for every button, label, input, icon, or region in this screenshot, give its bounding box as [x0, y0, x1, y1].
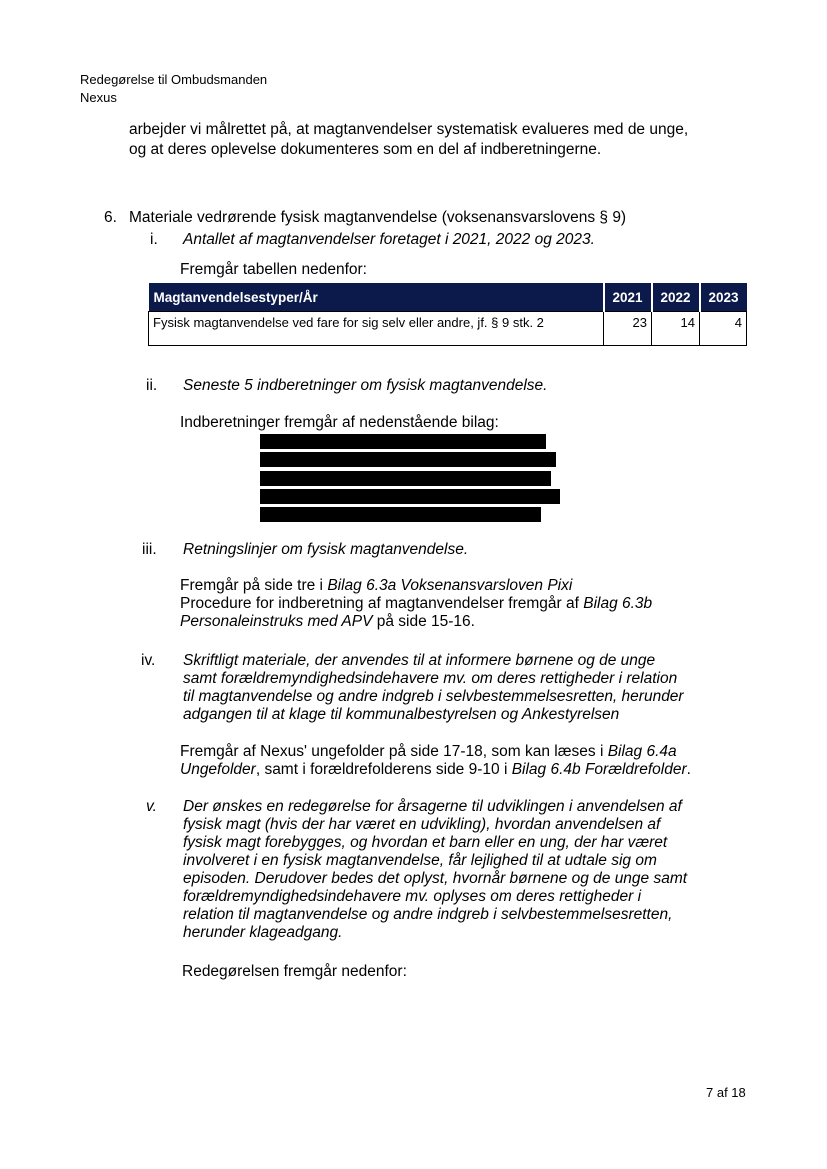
redaction-bar: [260, 452, 556, 467]
heading-line: Skriftligt materiale, der anvendes til at informere børnene og de unge: [183, 652, 656, 669]
attachment-reference: Bilag 6.4b Forældrefolder: [511, 761, 687, 778]
attachment-reference: Bilag 6.3b: [583, 595, 653, 612]
intro-line: arbejder vi målrettet på, at magtanvendelser systematisk evalueres med de unge,: [129, 121, 689, 138]
item-heading: Antallet af magtanvendelser foretaget i 2021, 2022 og 2023.: [183, 231, 595, 248]
table-header-cell: Magtanvendelsestyper/År: [149, 283, 604, 312]
attachment-reference: Personaleinstruks med APV: [180, 613, 373, 630]
item-numeral: iii.: [142, 541, 157, 558]
attachment-reference: Bilag 6.4a: [607, 743, 677, 760]
item-text: Fremgår tabellen nedenfor:: [180, 261, 367, 278]
item-numeral: i.: [150, 231, 158, 248]
header-subtitle: Nexus: [80, 90, 117, 105]
intro-line: og at deres oplevelse dokumenteres som en del af indberetningerne.: [129, 141, 602, 158]
heading-line: fysisk magt forebygges, og hvordan et barn eller en ung, der har været: [183, 834, 668, 851]
heading-line: til magtanvendelse og andre indgreb i selvbestemmelsesretten, herunder: [183, 688, 684, 705]
item-heading: Seneste 5 indberetninger om fysisk magtanvendelse.: [183, 377, 548, 394]
table-header-cell: 2023: [700, 283, 747, 312]
heading-line: fysisk magt (hvis der har været en udvikling), hvordan anvendelsen af: [183, 816, 661, 833]
item-text: Redegørelsen fremgår nedenfor:: [182, 963, 407, 980]
header-title: Redegørelse til Ombudsmanden: [80, 72, 268, 87]
item-numeral: iv.: [141, 652, 156, 669]
heading-line: adgangen til at klage til kommunalbestyrelsen og Ankestyrelsen: [183, 706, 620, 723]
attachment-reference: Ungefolder: [180, 761, 256, 778]
redaction-bar: [260, 489, 560, 504]
table-header-cell: 2022: [652, 283, 700, 312]
magtanvendelse-table: [148, 283, 747, 346]
document-header: [80, 71, 267, 107]
redaction-bar: [260, 471, 551, 486]
heading-line: Der ønskes en redegørelse for årsagerne til udviklingen i anvendelsen af: [183, 798, 682, 815]
table-cell: 4: [700, 312, 747, 346]
table-header-row: [149, 283, 747, 312]
section-number: 6.: [104, 209, 117, 226]
attachment-reference: Bilag 6.3a Voksenansvarsloven Pixi: [327, 577, 573, 594]
table-header-cell: 2021: [604, 283, 652, 312]
item-heading: Retningslinjer om fysisk magtanvendelse.: [183, 541, 469, 558]
table-cell: 14: [652, 312, 700, 346]
item-text: Indberetninger fremgår af nedenstående bilag:: [180, 414, 499, 431]
heading-line: relation til magtanvendelse og andre indgreb i selvbestemmelsesretten,: [183, 906, 673, 923]
item-heading: [183, 798, 687, 942]
section-title: Materiale vedrørende fysisk magtanvendelse (voksenansvarslovens § 9): [129, 209, 627, 226]
page-number: 7 af 18: [706, 1085, 746, 1100]
intro-paragraph: [129, 120, 688, 160]
item-numeral: ii.: [146, 377, 158, 394]
redaction-bar: [260, 507, 541, 522]
item-numeral: v.: [146, 798, 157, 815]
text-span: , samt i forældrefolderens side 9-10 i: [255, 761, 512, 778]
text-span: Fremgår på side tre i: [180, 577, 328, 594]
heading-line: forældremyndighedsindehavere mv. oplyses om deres rettigheder i: [183, 888, 642, 905]
text-span: på side 15-16.: [372, 613, 475, 630]
text-span: .: [686, 761, 691, 778]
item-text: [180, 743, 691, 779]
heading-line: samt forældremyndighedsindehavere mv. om deres rettigheder i relation: [183, 670, 678, 687]
heading-line: episoden. Derudover bedes det oplyst, hvornår børnene og de unge samt: [183, 870, 688, 887]
heading-line: herunder klageadgang.: [183, 924, 343, 941]
text-span: Fremgår af Nexus' ungefolder på side 17-18, som kan læses i: [180, 743, 608, 760]
redaction-bar: [260, 434, 546, 449]
table-row: [149, 312, 747, 346]
item-text: [180, 577, 652, 631]
item-heading: [183, 652, 684, 724]
text-span: Procedure for indberetning af magtanvendelser fremgår af: [180, 595, 584, 612]
heading-line: involveret i en fysisk magtanvendelse, får lejlighed til at udtale sig om: [183, 852, 657, 869]
table-cell: Fysisk magtanvendelse ved fare for sig selv eller andre, jf. § 9 stk. 2: [149, 312, 604, 346]
table-cell: 23: [604, 312, 652, 346]
